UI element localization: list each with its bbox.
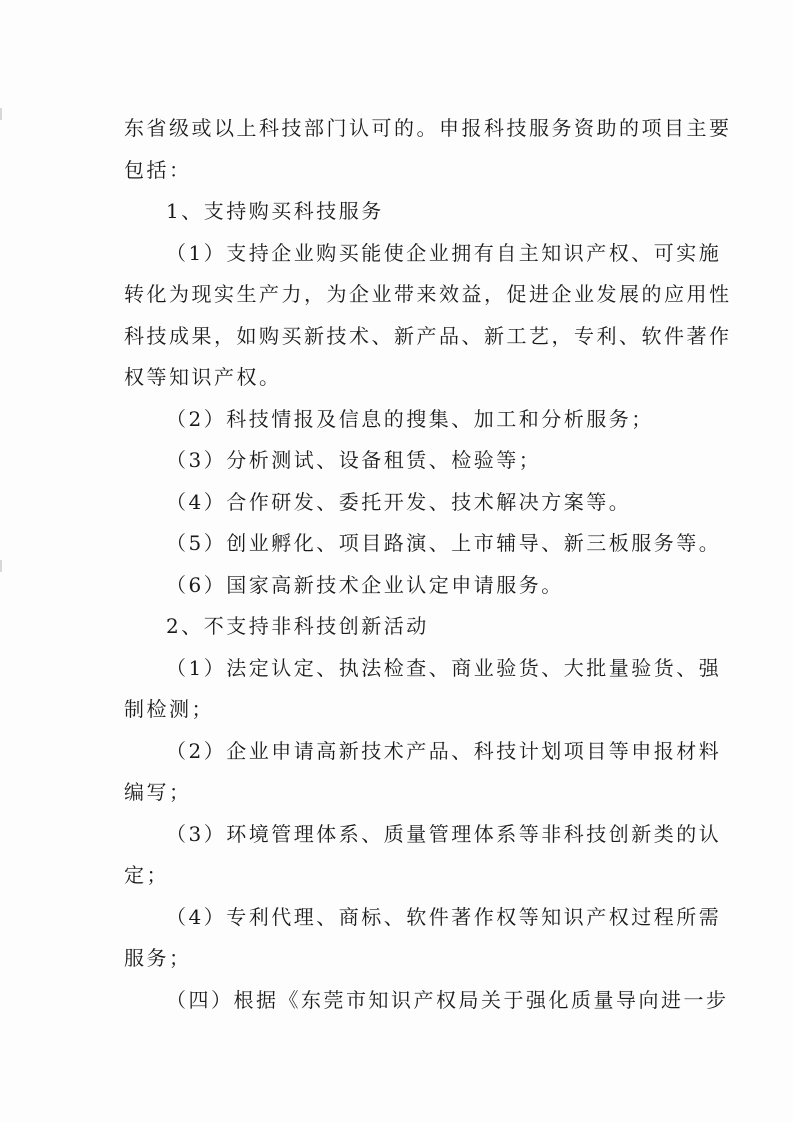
paragraph-line: （4）专利代理、商标、软件著作权等知识产权过程所需 — [166, 904, 722, 929]
paragraph-line: 定； — [124, 863, 169, 887]
paragraph-line: 制检测； — [124, 697, 214, 721]
paragraph-line: 服务； — [124, 946, 192, 970]
paragraph-line: 编写； — [124, 780, 192, 804]
paragraph-line: 东省级或以上科技部门认可的。申报科技服务资助的项目主要 — [124, 116, 732, 140]
paragraph-line: 2、不支持非科技创新活动 — [166, 614, 429, 638]
document-body — [124, 108, 732, 1021]
paragraph-line: （5）创业孵化、项目路演、上市辅导、新三板服务等。 — [166, 531, 722, 555]
paragraph-line: 转化为现实生产力，为企业带来效益，促进企业发展的应用性 — [124, 282, 732, 306]
scan-edge-mark — [0, 108, 2, 120]
paragraph-line: （3）分析测试、设备租赁、检验等； — [166, 448, 542, 472]
paragraph-line: 科技成果，如购买新技术、新产品、新工艺，专利、软件著作 — [124, 323, 732, 348]
paragraph-line: 包括： — [124, 157, 192, 182]
paragraph-line: 1、支持购买科技服务 — [166, 199, 384, 223]
paragraph-line: （2）企业申请高新技术产品、科技计划项目等申报材料 — [166, 738, 722, 763]
paragraph-line: （3）环境管理体系、质量管理体系等非科技创新类的认 — [166, 821, 722, 846]
paragraph-line: （1）支持企业购买能使企业拥有自主知识产权、可实施 — [166, 240, 722, 265]
paragraph-line: 权等知识产权。 — [124, 365, 282, 389]
paragraph-line: （2）科技情报及信息的搜集、加工和分析服务； — [166, 406, 654, 431]
paragraph-line: （四）根据《东莞市知识产权局关于强化质量导向进一步 — [166, 987, 729, 1012]
paragraph-line: （1）法定认定、执法检查、商业验货、大批量验货、强 — [166, 655, 722, 680]
scan-edge-mark — [0, 560, 2, 572]
paragraph-line: （4）合作研发、委托开发、技术解决方案等。 — [166, 489, 632, 514]
paragraph-line: （6）国家高新技术企业认定申请服务。 — [166, 572, 564, 597]
